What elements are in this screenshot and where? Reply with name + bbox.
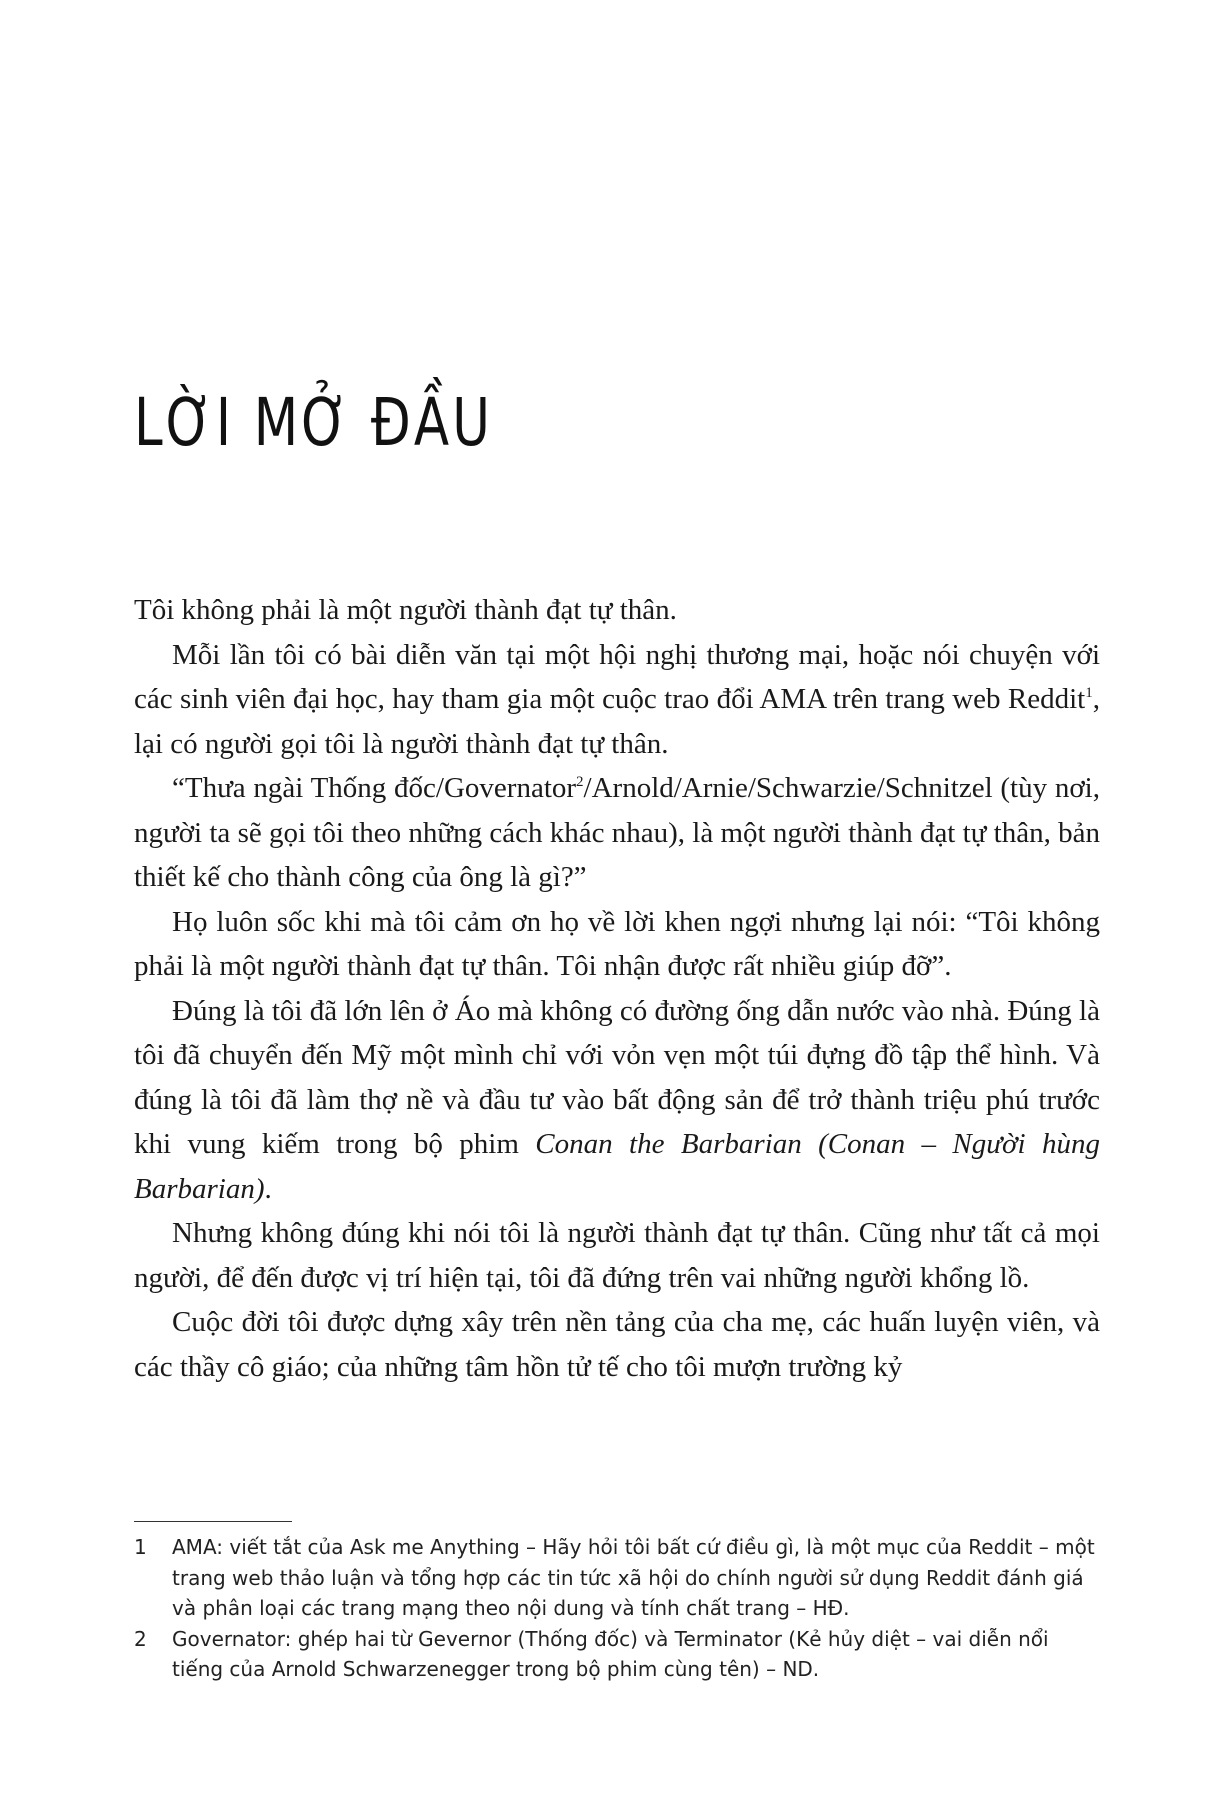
paragraph-2 — [134, 633, 1100, 767]
body-text — [134, 588, 1100, 1389]
footnote-number: 2 — [134, 1626, 147, 1651]
footnote-number: 1 — [134, 1535, 147, 1559]
paragraph-7-text: Cuộc đời tôi được dựng xây trên nền tảng của cha mẹ, các huấn luyện viên, và các thầy cô giáo; của những tâm hồn tử tế cho tôi mượn trường kỷ — [134, 1306, 1100, 1383]
paragraph-3 — [134, 766, 1100, 900]
footnote-ref-1: 1 — [1085, 685, 1093, 701]
footnote-2 — [134, 1624, 1100, 1685]
footnote-text: Governator: ghép hai từ Gevernor (Thống đốc) và Terminator (Kẻ hủy diệt – vai diễn nổi tiếng của Arnold Schwarzenegger trong bộ phim cùng tên) – ND. — [172, 1626, 1049, 1681]
paragraph-5-text-a: Đúng là tôi đã lớn lên ở Áo mà không có đường ống dẫn nước vào nhà. Đúng là tôi đã chuyển đến Mỹ một mình chỉ với vỏn vẹn một túi đựng đồ tập thể hình. Và đúng là tôi đã làm thợ nề và đầu tư vào bất động sản để trở thành triệu phú trước khi vung kiếm trong bộ phim — [134, 994, 1100, 1160]
footnotes — [134, 1532, 1100, 1685]
paragraph-7 — [134, 1300, 1100, 1389]
paragraph-5-text-b: . — [264, 1172, 272, 1205]
footnote-text: AMA: viết tắt của Ask me Anything – Hãy hỏi tôi bất cứ điều gì, là một mục của Reddit – một trang web thảo luận và tổng hợp các tin tức xã hội do chính người sử dụng Reddit đánh giá và phân loại các trang mạng theo nội dung và tính chất trang – HĐ. — [172, 1535, 1095, 1620]
paragraph-3-text-a: “Thưa ngài Thống đốc/Governator — [172, 772, 577, 804]
paragraph-6-text: Nhưng không đúng khi nói tôi là người thành đạt tự thân. Cũng như tất cả mọi người, để đến được vị trí hiện tại, tôi đã đứng trên vai những người khổng lồ. — [134, 1217, 1100, 1294]
chapter-title: LỜI MỞ ĐẦU — [134, 384, 494, 461]
movie-title: Conan the Barbarian (Conan – Người hùng Barbarian) — [134, 1128, 1100, 1205]
footnote-1 — [134, 1532, 1100, 1624]
paragraph-3-text-b: /Arnold/Arnie/Schwarzie/Schnitzel (tùy nơi, người ta sẽ gọi tôi theo những cách khác nhau), là một người thành đạt tự thân, bản thiết kế cho thành công của ông là gì?” — [134, 772, 1100, 893]
footnote-divider — [134, 1521, 292, 1522]
paragraph-5 — [134, 989, 1100, 1212]
paragraph-1-text: Tôi không phải là một người thành đạt tự thân. — [134, 594, 677, 626]
paragraph-6 — [134, 1211, 1100, 1300]
footnote-ref-2: 2 — [576, 774, 584, 790]
paragraph-4-text: Họ luôn sốc khi mà tôi cảm ơn họ về lời khen ngợi nhưng lại nói: “Tôi không phải là một người thành đạt tự thân. Tôi nhận được rất nhiều giúp đỡ”. — [134, 905, 1100, 982]
paragraph-2-text-b: , lại có người gọi tôi là người thành đạt tự thân. — [134, 683, 1100, 760]
paragraph-4 — [134, 900, 1100, 989]
paragraph-1 — [134, 588, 1100, 633]
paragraph-2-text-a: Mỗi lần tôi có bài diễn văn tại một hội nghị thương mại, hoặc nói chuyện với các sinh viên đại học, hay tham gia một cuộc trao đổi AMA trên trang web Reddit — [134, 638, 1100, 715]
